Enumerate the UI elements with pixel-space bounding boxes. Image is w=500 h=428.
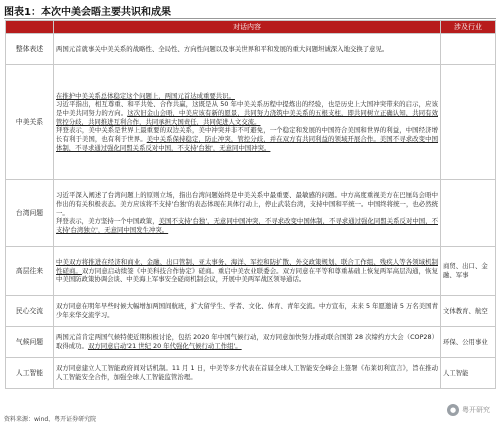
table-row bbox=[6, 65, 496, 180]
text-run: 双方同意启动续签《中美科技合作协定》磋商。重启中美农业联委会。双方同意在平等和尊重基础上恢复两军高层沟通，恢复中美国防政策协调会谈、中美海上军事安全磋商机制会议，开展中美两军战区领导通话。 bbox=[56, 266, 438, 284]
content-paragraph bbox=[56, 126, 438, 152]
text-run: 双方同意在明年早些时候大幅增加两国间航班，扩大留学生、学者、文化、体育、青年交流。中方宣布，未来 5 年愿邀请 5 万名美国青少年来华交流学习。 bbox=[56, 302, 438, 319]
row-topic: 台湾问题 bbox=[6, 180, 54, 247]
row-content bbox=[54, 247, 441, 296]
row-content bbox=[54, 180, 441, 247]
row-industry bbox=[441, 65, 496, 180]
content-paragraph bbox=[56, 302, 438, 319]
text-run: 双方同意建立人工智能政府间对话机制。11 月 1 日，中美等多方代表在首届全球人工智能安全峰会上签署《布莱切利宣言》，旨在推动人工智能安全合作，加强全球人工智能监管治理。 bbox=[56, 364, 438, 381]
consensus-table bbox=[5, 20, 496, 389]
row-industry: 人工智能 bbox=[441, 358, 496, 389]
row-content bbox=[54, 327, 441, 358]
source-note: 资料来源：wind、粤开证券研究院 bbox=[4, 416, 97, 423]
table-row bbox=[6, 358, 496, 389]
watermark bbox=[447, 404, 490, 416]
row-industry bbox=[441, 180, 496, 247]
row-industry: 商贸、出口、金融、军事 bbox=[441, 247, 496, 296]
row-topic: 民心交流 bbox=[6, 296, 54, 327]
table-row bbox=[6, 296, 496, 327]
content-paragraph bbox=[56, 364, 438, 381]
row-topic: 气候问题 bbox=[6, 327, 54, 358]
header-topic bbox=[6, 21, 54, 34]
underlined-text: 双方同意启动'21 世纪 20 年代强化气候行动工作组'。 bbox=[87, 342, 242, 350]
content-paragraph bbox=[56, 92, 438, 101]
table-header-row bbox=[6, 21, 496, 34]
table-row bbox=[6, 247, 496, 296]
row-industry: 文体教育、航空 bbox=[441, 296, 496, 327]
underlined-text: 美国不支持'台独'，无意同中国冲突，不寻求改变中国体制，不寻求通过强化同盟关系反对中国，不支持'台湾独立'，无意同中国发生冲突。 bbox=[56, 217, 439, 235]
wechat-icon: ● bbox=[447, 404, 459, 416]
underlined-text: 在推护中美关系总体稳定这个问题上，两国元首达成重要共识。 bbox=[56, 91, 235, 100]
text-run: 两国元首肯定两国气候特使近期积极讨论，包括 2020 年中国气候行动，双方同意加快努力推动联合国第 28 次缔约方大会（COP28）取得成功。 bbox=[56, 333, 438, 350]
title-divider bbox=[4, 18, 496, 19]
underlined-text: 美中关系保持稳定，防止冲突，管控分歧，并在双方有共同利益的领域开展合作。美国不寻求改变中国体制，不寻求通过强化同盟关系反对中国，不支持'台独'，无意同中国冲突。 bbox=[56, 135, 439, 152]
text-run: 习近平指出，相互尊重、和平共处、合作共赢，这既是从 50 年中美关系历程中提炼出的经验，也是历史上大国冲突带来的启示，应该是中美共同努力的方向。 bbox=[56, 100, 438, 117]
watermark-text: 粤开研究 bbox=[462, 406, 490, 414]
content-paragraph bbox=[56, 333, 438, 350]
row-content bbox=[54, 358, 441, 389]
header-industry: 涉及行业 bbox=[441, 21, 496, 34]
content-paragraph bbox=[56, 217, 438, 234]
content-paragraph bbox=[56, 100, 438, 126]
text-run: 拜登表示，美中关系是世界上最重要的双边关系，美中冲突并非不可避免，一个稳定和发展的中国符合美国和世界的利益，中国经济增长有利于美国，也有利于世界。 bbox=[56, 126, 438, 144]
table-row bbox=[6, 34, 496, 65]
row-content bbox=[54, 296, 441, 327]
table-body bbox=[6, 34, 496, 389]
row-content bbox=[54, 65, 441, 180]
row-industry: 环保、公用事业 bbox=[441, 327, 496, 358]
table-row bbox=[6, 180, 496, 247]
underlined-text: 中美双方将推进在经济和商业、金融、出口管制、亚太事务、海洋、军控和防扩散、外交政策规划、联合工作组、残疾人等各领域机制性磋商。 bbox=[56, 257, 438, 275]
text-run: 拜登表示，美方坚持一个中国政策， bbox=[56, 217, 159, 226]
text-run: 两国元首就事关中美关系的战略性、全局性、方向性问题以及事关世界和平和发展的重大问题坦诚深入地交换了意见。 bbox=[56, 44, 389, 53]
header-content: 对话内容 bbox=[54, 21, 441, 34]
row-content bbox=[54, 34, 441, 65]
text-run: 习近平深入阐述了台湾问题上的原则立场，指出台湾问题始终是中美关系中最重要、最敏感的问题。中方高度重视美方在巴厘岛会晤中作出的有关积极表态。美方应该将不支持'台独'的表态体现在具体行动上，停止武装台湾，支持中国和平统一。中国终将统一，也必然统一。 bbox=[56, 191, 438, 217]
content-paragraph bbox=[56, 258, 438, 284]
row-topic: 高层往来 bbox=[6, 247, 54, 296]
underlined-text: 这次旧金山会晤，中美应该有新的愿景，共同努力浇筑中美关系的五根支柱，即共同树立正确认知，共同有效管控分歧，共同推进互利合作，共同承担大国责任，共同促进人文交流。 bbox=[56, 108, 439, 126]
row-topic: 中美关系 bbox=[6, 65, 54, 180]
table-row bbox=[6, 327, 496, 358]
figure-title: 图表1：本次中美会晤主要共识和成果 bbox=[4, 7, 171, 17]
row-topic: 整体表述 bbox=[6, 34, 54, 65]
row-industry bbox=[441, 34, 496, 65]
row-topic: 人工智能 bbox=[6, 358, 54, 389]
content-paragraph bbox=[56, 191, 438, 217]
content-paragraph bbox=[56, 45, 438, 54]
